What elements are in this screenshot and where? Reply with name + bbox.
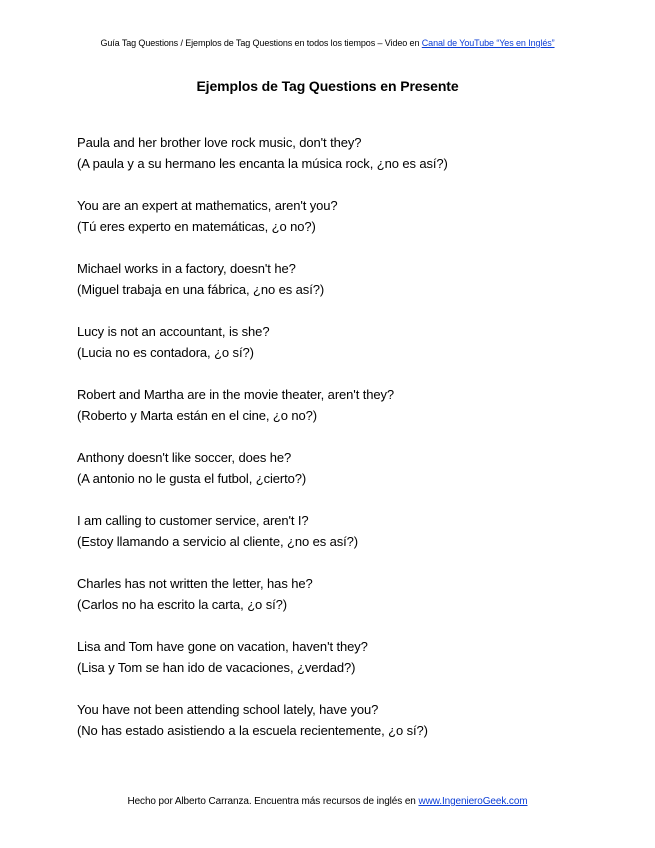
example-item xyxy=(77,699,617,762)
spanish-translation: (Roberto y Marta están en el cine, ¿o no?) xyxy=(77,408,318,423)
example-item xyxy=(77,258,617,321)
website-link[interactable]: www.IngenieroGeek.com xyxy=(418,796,528,807)
youtube-channel-link[interactable]: Canal de YouTube “Yes en Inglés” xyxy=(421,38,555,48)
english-sentence: Paula and her brother love rock music, don't they? xyxy=(77,135,362,150)
english-sentence: Lucy is not an accountant, is she? xyxy=(77,324,270,339)
spanish-translation: (Lisa y Tom se han ido de vacaciones, ¿verdad?) xyxy=(77,660,356,675)
spanish-translation: (No has estado asistiendo a la escuela recientemente, ¿o sí?) xyxy=(77,723,428,738)
spanish-translation: (Carlos no ha escrito la carta, ¿o sí?) xyxy=(77,597,287,612)
example-item xyxy=(77,132,617,195)
english-sentence: You are an expert at mathematics, aren't you? xyxy=(77,198,338,213)
english-sentence: Robert and Martha are in the movie theater, aren't they? xyxy=(77,387,395,402)
spanish-translation: (A paula y a su hermano les encanta la música rock, ¿no es así?) xyxy=(77,156,448,171)
english-sentence: Anthony doesn't like soccer, does he? xyxy=(77,450,292,465)
english-sentence: Michael works in a factory, doesn't he? xyxy=(77,261,296,276)
spanish-translation: (A antonio no le gusta el futbol, ¿cierto?) xyxy=(77,471,307,486)
spanish-translation: (Tú eres experto en matemáticas, ¿o no?) xyxy=(77,219,316,234)
spanish-translation: (Estoy llamando a servicio al cliente, ¿no es así?) xyxy=(77,534,359,549)
spanish-translation: (Lucia no es contadora, ¿o sí?) xyxy=(77,345,254,360)
example-item xyxy=(77,636,617,699)
spanish-translation: (Miguel trabaja en una fábrica, ¿no es así?) xyxy=(77,282,325,297)
page-footer xyxy=(0,796,655,807)
footer-text: Hecho por Alberto Carranza. Encuentra más recursos de inglés en xyxy=(127,796,419,807)
english-sentence: I am calling to customer service, aren't I? xyxy=(77,513,309,528)
english-sentence: Lisa and Tom have gone on vacation, haven't they? xyxy=(77,639,368,654)
example-item xyxy=(77,573,617,636)
page-header xyxy=(0,38,655,48)
example-item xyxy=(77,195,617,258)
document-title: Ejemplos de Tag Questions en Presente xyxy=(196,78,459,94)
header-text: Guía Tag Questions / Ejemplos de Tag Questions en todos los tiempos – Video en xyxy=(100,38,422,48)
examples-list xyxy=(77,132,617,762)
example-item xyxy=(77,384,617,447)
english-sentence: You have not been attending school lately, have you? xyxy=(77,702,379,717)
example-item xyxy=(77,510,617,573)
example-item xyxy=(77,321,617,384)
example-item xyxy=(77,447,617,510)
english-sentence: Charles has not written the letter, has he? xyxy=(77,576,313,591)
